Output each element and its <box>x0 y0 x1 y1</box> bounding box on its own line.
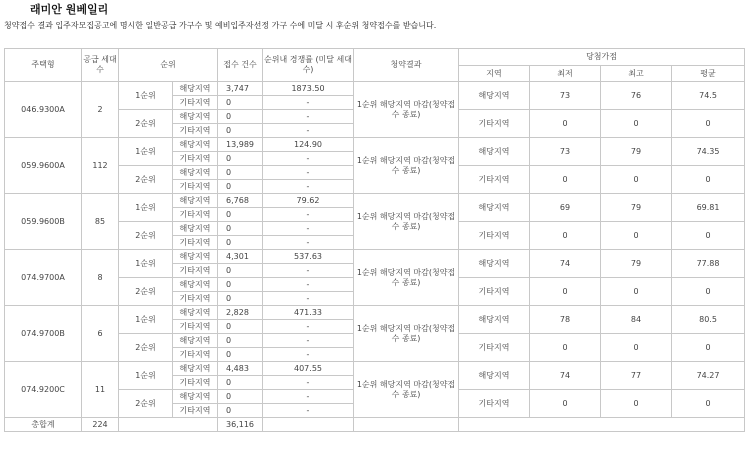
applications-cell: 0 <box>218 152 263 166</box>
region-cell: 기타지역 <box>173 348 218 362</box>
applications-cell: 6,768 <box>218 194 263 208</box>
applications-cell: 0 <box>218 180 263 194</box>
competition-cell: - <box>263 376 354 390</box>
avg-score-cell: 74.35 <box>672 138 745 166</box>
region-cell: 기타지역 <box>173 96 218 110</box>
winning-region-cell: 해당지역 <box>459 138 530 166</box>
rank-cell: 1순위 <box>119 138 173 166</box>
total-label: 총합계 <box>5 418 82 432</box>
housing-type-cell: 059.9600A <box>5 138 82 194</box>
rank-cell: 1순위 <box>119 306 173 334</box>
competition-cell: 537.63 <box>263 250 354 264</box>
supply-units-cell: 8 <box>82 250 119 306</box>
competition-cell: - <box>263 208 354 222</box>
region-cell: 해당지역 <box>173 110 218 124</box>
competition-cell: - <box>263 96 354 110</box>
avg-score-cell: 77.88 <box>672 250 745 278</box>
applications-cell: 0 <box>218 404 263 418</box>
max-score-cell: 79 <box>601 250 672 278</box>
min-score-cell: 73 <box>530 138 601 166</box>
rank-cell: 2순위 <box>119 278 173 306</box>
region-cell: 기타지역 <box>173 292 218 306</box>
region-cell: 기타지역 <box>173 376 218 390</box>
applications-cell: 0 <box>218 320 263 334</box>
header-housing-type: 주택형 <box>5 49 82 82</box>
region-cell: 해당지역 <box>173 138 218 152</box>
winning-region-cell: 해당지역 <box>459 250 530 278</box>
rank-cell: 1순위 <box>119 194 173 222</box>
competition-cell: 471.33 <box>263 306 354 320</box>
winning-region-cell: 기타지역 <box>459 278 530 306</box>
empty-cell <box>459 418 745 432</box>
competition-cell: 407.55 <box>263 362 354 376</box>
avg-score-cell: 0 <box>672 278 745 306</box>
max-score-cell: 0 <box>601 334 672 362</box>
empty-cell <box>119 418 218 432</box>
min-score-cell: 0 <box>530 278 601 306</box>
header-rank: 순위 <box>119 49 218 82</box>
competition-cell: - <box>263 348 354 362</box>
applications-cell: 0 <box>218 236 263 250</box>
min-score-cell: 74 <box>530 250 601 278</box>
housing-type-cell: 074.9200C <box>5 362 82 418</box>
avg-score-cell: 0 <box>672 222 745 250</box>
applications-cell: 4,301 <box>218 250 263 264</box>
applications-cell: 0 <box>218 166 263 180</box>
table-row <box>5 306 745 320</box>
applications-cell: 0 <box>218 390 263 404</box>
total-applications: 36,116 <box>218 418 263 432</box>
winning-region-cell: 해당지역 <box>459 306 530 334</box>
region-cell: 기타지역 <box>173 264 218 278</box>
rank-cell: 2순위 <box>119 110 173 138</box>
competition-cell: - <box>263 404 354 418</box>
header-min: 최저 <box>530 66 601 82</box>
rank-cell: 1순위 <box>119 250 173 278</box>
housing-type-cell: 046.9300A <box>5 82 82 138</box>
table-row <box>5 362 745 376</box>
winning-region-cell: 기타지역 <box>459 222 530 250</box>
min-score-cell: 73 <box>530 82 601 110</box>
winning-region-cell: 해당지역 <box>459 194 530 222</box>
supply-units-cell: 112 <box>82 138 119 194</box>
region-cell: 해당지역 <box>173 194 218 208</box>
min-score-cell: 0 <box>530 110 601 138</box>
applications-cell: 13,989 <box>218 138 263 152</box>
rank-cell: 1순위 <box>119 82 173 110</box>
empty-cell <box>263 418 354 432</box>
competition-cell: - <box>263 264 354 278</box>
region-cell: 기타지역 <box>173 124 218 138</box>
header-competition: 순위내 경쟁률 (미달 세대수) <box>263 49 354 82</box>
rank-cell: 1순위 <box>119 362 173 390</box>
winning-region-cell: 기타지역 <box>459 110 530 138</box>
page-title: 래미안 원베일리 <box>30 3 109 16</box>
competition-cell: 79.62 <box>263 194 354 208</box>
competition-cell: - <box>263 390 354 404</box>
region-cell: 해당지역 <box>173 390 218 404</box>
max-score-cell: 84 <box>601 306 672 334</box>
result-cell: 1순위 해당지역 마감(청약접수 종료) <box>354 194 459 250</box>
competition-cell: - <box>263 278 354 292</box>
winning-region-cell: 해당지역 <box>459 82 530 110</box>
avg-score-cell: 74.27 <box>672 362 745 390</box>
winning-region-cell: 기타지역 <box>459 390 530 418</box>
subscription-results-table <box>4 48 745 432</box>
region-cell: 해당지역 <box>173 166 218 180</box>
applications-cell: 0 <box>218 348 263 362</box>
table-row <box>5 250 745 264</box>
avg-score-cell: 80.5 <box>672 306 745 334</box>
header-region: 지역 <box>459 66 530 82</box>
result-cell: 1순위 해당지역 마감(청약접수 종료) <box>354 362 459 418</box>
header-supply-units: 공급 세대수 <box>82 49 119 82</box>
min-score-cell: 0 <box>530 222 601 250</box>
applications-cell: 0 <box>218 124 263 138</box>
region-cell: 기타지역 <box>173 180 218 194</box>
max-score-cell: 77 <box>601 362 672 390</box>
avg-score-cell: 69.81 <box>672 194 745 222</box>
applications-cell: 0 <box>218 222 263 236</box>
region-cell: 기타지역 <box>173 152 218 166</box>
table-row <box>5 194 745 208</box>
max-score-cell: 76 <box>601 82 672 110</box>
supply-units-cell: 6 <box>82 306 119 362</box>
competition-cell: - <box>263 166 354 180</box>
supply-units-cell: 11 <box>82 362 119 418</box>
competition-cell: - <box>263 334 354 348</box>
avg-score-cell: 0 <box>672 390 745 418</box>
competition-cell: - <box>263 124 354 138</box>
rank-cell: 2순위 <box>119 166 173 194</box>
min-score-cell: 0 <box>530 334 601 362</box>
min-score-cell: 69 <box>530 194 601 222</box>
rank-cell: 2순위 <box>119 222 173 250</box>
result-cell: 1순위 해당지역 마감(청약접수 종료) <box>354 82 459 138</box>
min-score-cell: 74 <box>530 362 601 390</box>
result-cell: 1순위 해당지역 마감(청약접수 종료) <box>354 138 459 194</box>
min-score-cell: 78 <box>530 306 601 334</box>
applications-cell: 0 <box>218 376 263 390</box>
max-score-cell: 0 <box>601 390 672 418</box>
total-units: 224 <box>82 418 119 432</box>
applications-cell: 0 <box>218 334 263 348</box>
competition-cell: - <box>263 110 354 124</box>
competition-cell: - <box>263 152 354 166</box>
min-score-cell: 0 <box>530 166 601 194</box>
region-cell: 해당지역 <box>173 306 218 320</box>
housing-type-cell: 074.9700B <box>5 306 82 362</box>
region-cell: 기타지역 <box>173 320 218 334</box>
region-cell: 해당지역 <box>173 222 218 236</box>
header-winning-score: 당첨가점 <box>459 49 745 66</box>
applications-cell: 0 <box>218 208 263 222</box>
competition-cell: - <box>263 292 354 306</box>
min-score-cell: 0 <box>530 390 601 418</box>
total-row <box>5 418 745 432</box>
max-score-cell: 0 <box>601 278 672 306</box>
region-cell: 기타지역 <box>173 208 218 222</box>
applications-cell: 0 <box>218 96 263 110</box>
applications-cell: 4,483 <box>218 362 263 376</box>
applications-cell: 0 <box>218 292 263 306</box>
max-score-cell: 0 <box>601 166 672 194</box>
header-applications: 접수 건수 <box>218 49 263 82</box>
housing-type-cell: 074.9700A <box>5 250 82 306</box>
table-row <box>5 82 745 96</box>
region-cell: 해당지역 <box>173 82 218 96</box>
avg-score-cell: 74.5 <box>672 82 745 110</box>
avg-score-cell: 0 <box>672 110 745 138</box>
header-max: 최고 <box>601 66 672 82</box>
housing-type-cell: 059.9600B <box>5 194 82 250</box>
rank-cell: 2순위 <box>119 390 173 418</box>
result-cell: 1순위 해당지역 마감(청약접수 종료) <box>354 306 459 362</box>
region-cell: 기타지역 <box>173 404 218 418</box>
region-cell: 해당지역 <box>173 334 218 348</box>
supply-units-cell: 85 <box>82 194 119 250</box>
applications-cell: 3,747 <box>218 82 263 96</box>
winning-region-cell: 기타지역 <box>459 166 530 194</box>
competition-cell: 124.90 <box>263 138 354 152</box>
applications-cell: 0 <box>218 264 263 278</box>
region-cell: 기타지역 <box>173 236 218 250</box>
competition-cell: - <box>263 236 354 250</box>
rank-cell: 2순위 <box>119 334 173 362</box>
header-avg: 평균 <box>672 66 745 82</box>
max-score-cell: 79 <box>601 138 672 166</box>
empty-cell <box>354 418 459 432</box>
max-score-cell: 0 <box>601 110 672 138</box>
competition-cell: - <box>263 222 354 236</box>
region-cell: 해당지역 <box>173 278 218 292</box>
supply-units-cell: 2 <box>82 82 119 138</box>
max-score-cell: 79 <box>601 194 672 222</box>
competition-cell: - <box>263 180 354 194</box>
header-result: 청약결과 <box>354 49 459 82</box>
competition-cell: 1873.50 <box>263 82 354 96</box>
result-cell: 1순위 해당지역 마감(청약접수 종료) <box>354 250 459 306</box>
applications-cell: 0 <box>218 278 263 292</box>
winning-region-cell: 기타지역 <box>459 334 530 362</box>
competition-cell: - <box>263 320 354 334</box>
winning-region-cell: 해당지역 <box>459 362 530 390</box>
applications-cell: 0 <box>218 110 263 124</box>
applications-cell: 2,828 <box>218 306 263 320</box>
avg-score-cell: 0 <box>672 334 745 362</box>
max-score-cell: 0 <box>601 222 672 250</box>
region-cell: 해당지역 <box>173 250 218 264</box>
page-description: 청약접수 결과 입주자모집공고에 명시한 일반공급 가구수 및 예비입주자선정 가구 수에 미달 시 후순위 청약접수를 받습니다. <box>4 21 437 30</box>
avg-score-cell: 0 <box>672 166 745 194</box>
region-cell: 해당지역 <box>173 362 218 376</box>
table-row <box>5 138 745 152</box>
